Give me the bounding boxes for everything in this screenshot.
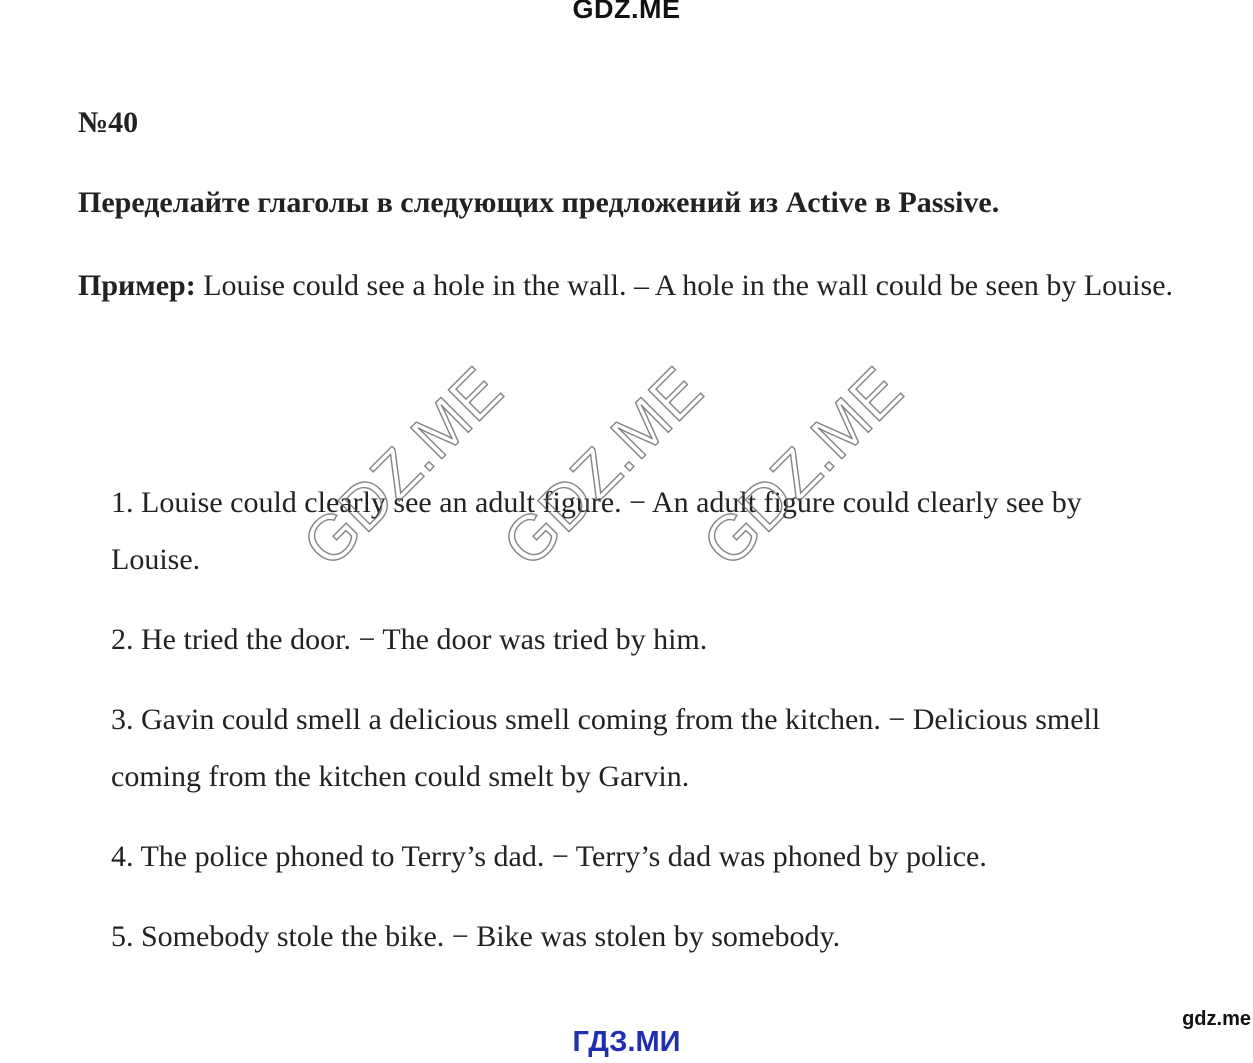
- task-number: №40: [78, 106, 139, 139]
- site-header: GDZ.ME: [572, 0, 681, 24]
- example-text: Louise could see a hole in the wall. – A hole in the wall could be seen by Louise.: [195, 269, 1174, 302]
- answer-item: 3. Gavin could smell a delicious smell coming from the kitchen. − Delicious smell coming from the kitchen could smelt by Garvin.: [111, 703, 1101, 793]
- answer-list: [111, 474, 1171, 988]
- task-instruction: Переделайте глаголы в следующих предложений из Active в Passive.: [78, 186, 1000, 219]
- watermark: GDZ.ME: [488, 353, 716, 581]
- answer-item: 5. Somebody stole the bike. − Bike was stolen by somebody.: [111, 920, 841, 953]
- example-label: Пример:: [78, 269, 196, 302]
- answer-item: 1. Louise could clearly see an adult figure. − An adult figure could clearly see by Louise.: [111, 486, 1082, 576]
- answer-item: 4. The police phoned to Terry’s dad. − Terry’s dad was phoned by police.: [111, 840, 987, 873]
- example: [78, 258, 1188, 314]
- watermark: GDZ.ME: [288, 353, 516, 581]
- footer-corner-logo: gdz.me: [1182, 1008, 1251, 1030]
- footer-brand: ГДЗ.МИ: [572, 1026, 681, 1058]
- answer-item: 2. He tried the door. − The door was tried by him.: [111, 623, 708, 656]
- watermark: GDZ.ME: [688, 353, 916, 581]
